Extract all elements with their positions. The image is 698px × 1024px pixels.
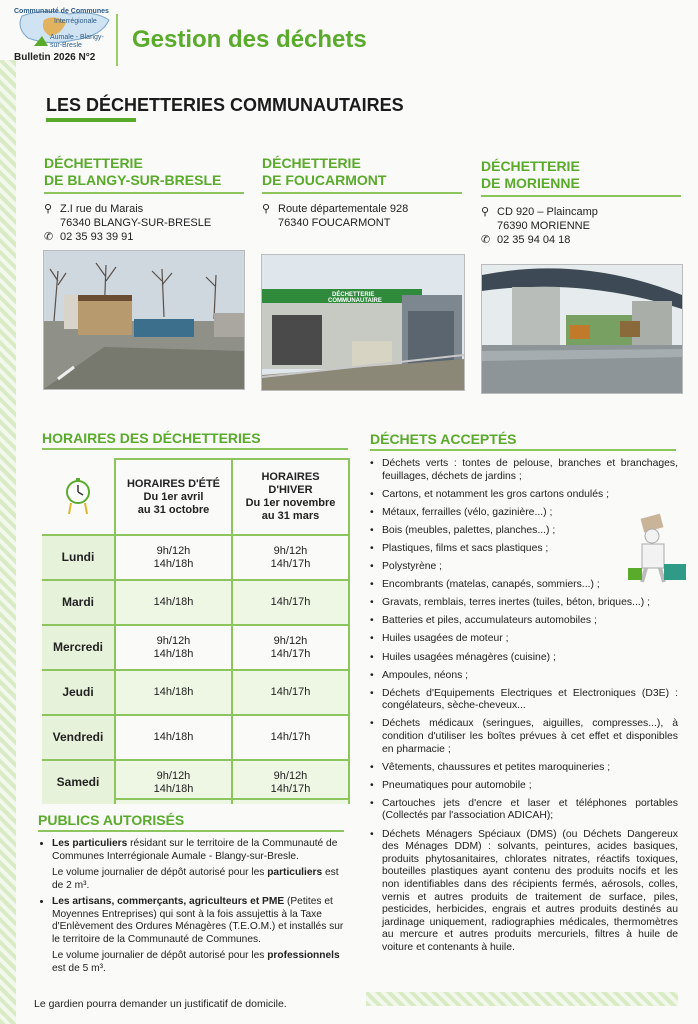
- list-item: • Huiles usagées ménagères (cuisine) ;: [382, 652, 678, 665]
- winter-hours: 14h/17h: [233, 671, 350, 714]
- logo-line2: Interrégionale: [54, 18, 97, 25]
- winter-hours: 9h/12h 14h/17h: [233, 536, 350, 579]
- list-item: • Déchets verts : tontes de pelouse, branches et branchages, feuillages, déchets de jardins ;: [382, 458, 678, 483]
- summer-header: [116, 458, 233, 534]
- center-underline: [262, 192, 462, 194]
- table-row: [42, 534, 350, 579]
- center-name-line2: DE FOUCARMONT: [262, 172, 387, 188]
- list-item: • Bois (meubles, palettes, planches...) ;: [382, 525, 632, 538]
- summer-hours: 14h/18h: [116, 716, 233, 759]
- winter-hours: 14h/17h: [233, 581, 350, 624]
- location-pin-icon: ⚲: [262, 203, 271, 215]
- winter-hours: 14h/17h: [233, 716, 350, 759]
- publics-note: [52, 950, 350, 975]
- page-title: Gestion des déchets: [132, 26, 367, 53]
- sign-line1: DÉCHETTERIE: [332, 292, 375, 298]
- list-item: • Déchets médicaux (seringues, aiguilles, compresses...), à condition d'utiliser les boîtes prévues à cet effet et disponibles en pharmacie ;: [382, 718, 678, 756]
- note-bold: professionnels: [267, 950, 340, 961]
- publics-bold: Les particuliers: [52, 838, 128, 849]
- list-item: • Cartouches jets d'encre et laser et téléphones portables (Collectés par l'association ADICAH);: [382, 798, 678, 823]
- recycling-figure-icon: [624, 512, 688, 584]
- list-item: • Plastiques, films et sacs plastiques ;: [382, 543, 632, 556]
- day-label: Lundi: [42, 536, 116, 579]
- sign-line2: COMMUNAUTAIRE: [328, 298, 382, 304]
- phone-number: 02 35 94 04 18: [497, 234, 571, 246]
- hours-icon-cell: [42, 458, 116, 534]
- location-pin-icon: ⚲: [481, 206, 490, 218]
- winter-hours: 9h/12h 14h/17h: [233, 761, 350, 804]
- winter-header: [233, 458, 350, 534]
- list-item: • Cartons, et notamment les gros cartons ondulés ;: [382, 489, 678, 502]
- table-row: [42, 669, 350, 714]
- table-row: [42, 624, 350, 669]
- phone-icon: ✆: [44, 231, 54, 243]
- publics-text: résidant sur le territoire de la Communauté de Communes Interrégionale Aumale - Blangy-sur-Bresle.: [52, 838, 338, 862]
- list-item: • Pneumatiques pour automobile ;: [382, 780, 678, 793]
- center-underline: [44, 192, 244, 194]
- hours-underline: [42, 448, 348, 450]
- winter-range-l1: Du 1er novembre: [245, 497, 336, 509]
- address-line2: 76340 FOUCARMONT: [278, 217, 391, 229]
- hours-title: HORAIRES DES DÉCHETTERIES: [42, 430, 261, 446]
- bulletin-label: Bulletin 2026 N°2: [14, 52, 96, 63]
- winter-head: HORAIRES D'HIVER: [261, 471, 320, 496]
- winter-hours: 9h/12h 14h/17h: [233, 626, 350, 669]
- summer-hours: 9h/12h 14h/18h: [116, 761, 233, 804]
- accepted-underline: [370, 449, 676, 451]
- stopwatch-person-icon: [61, 476, 95, 516]
- note-text: est de 5 m³.: [52, 962, 106, 974]
- center-address: [481, 205, 681, 247]
- list-item: • Encombrants (matelas, canapés, sommiers...) ;: [382, 579, 632, 592]
- table-row: [42, 714, 350, 759]
- address-line1: Route départementale 928: [278, 203, 409, 215]
- day-label: Mercredi: [42, 626, 116, 669]
- list-item: [52, 838, 350, 863]
- list-item: • Déchets Ménagers Spéciaux (DMS) (ou Déchets Dangereux des Ménages DDM) : solvants, peintures, acides basiques, produits phytosanitaires, chlorates nitrates, réactifs toxiques, bouteilles plastiques ayant contenu des produits nocifs et les non identifiables dans des récipients fermés, aérosols, colles, vernis et autres produits de traitement de surface, piles, pesticides, herbicides, engrais et autres produits destinés au jardinage uniquement, radiographies médicales, thermomètres au mercure et autres produits mercuriels, filtres à huile de voiture et contenants à huile.: [382, 829, 678, 955]
- center-name-line1: DÉCHETTERIE: [481, 158, 580, 174]
- photo-foucarmont: [261, 254, 465, 391]
- address-line1: Z.I rue du Marais: [60, 203, 144, 215]
- list-item: • Déchets d'Equipements Electriques et Electroniques (D3E) : congélateurs, sèche-cheveux...: [382, 688, 678, 713]
- publics-text: (Petites et Moyennes Entreprises) qui sont à la fois assujettis à la Taxe d'Enlèvement des Ordures Ménagères (T.E.O.M.) et installés sur le territoire de la Communauté de Communes.: [52, 896, 344, 945]
- day-label: Samedi: [42, 761, 116, 804]
- section-title: LES DÉCHETTERIES COMMUNAUTAIRES: [46, 95, 404, 115]
- list-item: • Vêtements, chaussures et petites maroquineries ;: [382, 762, 678, 775]
- hours-table: [42, 458, 350, 804]
- center-name-line1: DÉCHETTERIE: [262, 155, 361, 171]
- photo-morienne: [481, 264, 683, 394]
- hours-bottom-line: [116, 798, 350, 800]
- list-item: [52, 896, 350, 946]
- note-text: Le volume journalier de dépôt autorisé pour les: [52, 950, 268, 961]
- publics-list: [40, 838, 350, 979]
- note-text: est de 2 m³.: [52, 867, 339, 891]
- summer-hours: 9h/12h 14h/18h: [116, 536, 233, 579]
- decorative-stripe-bottom: [366, 992, 678, 1006]
- section-underline: [46, 118, 136, 122]
- community-logo: [14, 6, 114, 66]
- list-item: • Batteries et piles, accumulateurs automobiles ;: [382, 615, 678, 628]
- header-divider: [116, 14, 118, 66]
- publics-footnote: Le gardien pourra demander un justificatif de domicile.: [34, 998, 287, 1010]
- publics-title: PUBLICS AUTORISÉS: [38, 812, 185, 828]
- logo-line3: Aumale - Blangy-sur-Bresle: [50, 34, 104, 49]
- note-text: Le volume journalier de dépôt autorisé pour les: [52, 867, 268, 878]
- accepted-title: DÉCHETS ACCEPTÉS: [370, 431, 517, 447]
- center-blangy: [44, 155, 244, 244]
- center-name-line1: DÉCHETTERIE: [44, 155, 143, 171]
- logo-line1: Communauté de Communes: [14, 8, 109, 15]
- winter-range-l2: au 31 mars: [261, 510, 320, 522]
- summer-range-l2: au 31 octobre: [137, 503, 210, 516]
- summer-hours: 14h/18h: [116, 581, 233, 624]
- summer-hours: 9h/12h 14h/18h: [116, 626, 233, 669]
- photo-blangy: [43, 250, 245, 390]
- summer-head: HORAIRES D'ÉTÉ: [126, 477, 221, 490]
- address-line1: CD 920 – Plaincamp: [497, 206, 598, 218]
- center-name-line2: DE MORIENNE: [481, 175, 580, 191]
- list-item: • Ampoules, néons ;: [382, 670, 678, 683]
- location-pin-icon: ⚲: [44, 203, 53, 215]
- list-item: • Métaux, ferrailles (vélo, gazinière...) ;: [382, 507, 632, 520]
- day-label: Vendredi: [42, 716, 116, 759]
- center-address: [44, 202, 244, 244]
- summer-hours: 14h/18h: [116, 671, 233, 714]
- day-label: Jeudi: [42, 671, 116, 714]
- address-line2: 76340 BLANGY-SUR-BRESLE: [60, 217, 212, 229]
- phone-icon: ✆: [481, 234, 491, 246]
- center-morienne: [481, 158, 681, 247]
- publics-underline: [38, 830, 344, 832]
- center-address: [262, 202, 462, 230]
- table-row: [42, 579, 350, 624]
- publics-bold: Les artisans, commerçants, agriculteurs et PME: [52, 896, 285, 907]
- center-underline: [481, 195, 681, 197]
- phone-number: 02 35 93 39 91: [60, 231, 134, 243]
- publics-note: [52, 867, 350, 892]
- note-bold: particuliers: [267, 867, 323, 878]
- list-item: • Gravats, remblais, terres inertes (tuiles, béton, briques...) ;: [382, 597, 678, 610]
- day-label: Mardi: [42, 581, 116, 624]
- center-name-line2: DE BLANGY-SUR-BRESLE: [44, 172, 222, 188]
- list-item: • Huiles usagées de moteur ;: [382, 633, 678, 646]
- summer-range-l1: Du 1er avril: [143, 490, 204, 503]
- hours-header-row: [42, 458, 350, 534]
- center-foucarmont: [262, 155, 462, 230]
- list-item: • Polystyrène ;: [382, 561, 632, 574]
- address-line2: 76390 MORIENNE: [497, 220, 590, 232]
- decorative-stripe: [0, 60, 16, 1024]
